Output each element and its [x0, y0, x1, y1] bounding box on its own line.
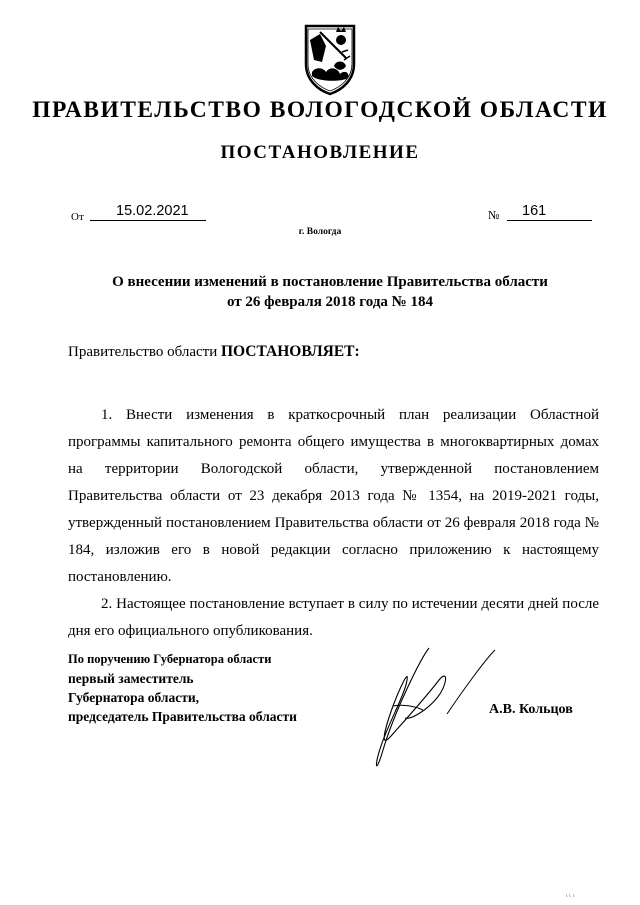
- page-mark: ι ι ι: [566, 893, 575, 899]
- decree-keyword: ПОСТАНОВЛЯЕТ:: [220, 343, 360, 360]
- date-prefix: От: [71, 211, 84, 223]
- city-label: г. Вологда: [298, 227, 342, 237]
- document-number: 161: [507, 203, 592, 221]
- organization-title: ПРАВИТЕЛЬСТВО ВОЛОГОДСКОЙ ОБЛАСТИ: [32, 97, 608, 123]
- position-line-1: По поручению Губернатора области: [68, 652, 272, 666]
- document-body: [68, 402, 599, 645]
- decree-intro: [68, 343, 360, 361]
- document-date: 15.02.2021: [90, 203, 206, 221]
- position-line-2: первый заместитель: [68, 671, 194, 686]
- number-prefix: №: [488, 208, 500, 222]
- body-paragraph-2: 2. Настоящее постановление вступает в силу по истечении десяти дней после дня его официального опубликования.: [68, 596, 599, 639]
- body-paragraph-1: 1. Внести изменения в краткосрочный план реализации Областной программы капитального ремонта общего имущества в многоквартирных домах на территории Вологодской области, утвержденной постановлением Правительства области от 23 декабря 2013 года № 1354, на 2019-2021 годы, утвержденный постановлением Правительства области от 26 февраля 2018 года № 184, изложив его в новой редакции согласно приложению к настоящему постановлению.: [68, 407, 599, 585]
- signatory-name: А.В. Кольцов: [489, 702, 573, 717]
- document-type: ПОСТАНОВЛЕНИЕ: [220, 142, 420, 163]
- subject-line-1: О внесении изменений в постановление Правительства области: [112, 274, 548, 290]
- document-subject: [90, 272, 570, 312]
- subject-line-2: от 26 февраля 2018 года № 184: [227, 294, 433, 310]
- coat-of-arms-icon: [298, 20, 362, 96]
- handwritten-signature-icon: [335, 640, 515, 780]
- decree-intro-text: Правительство области: [68, 344, 218, 360]
- position-line-3: Губернатора области,: [68, 690, 199, 705]
- signatory-position: [68, 650, 297, 726]
- position-line-4: председатель Правительства области: [68, 709, 297, 724]
